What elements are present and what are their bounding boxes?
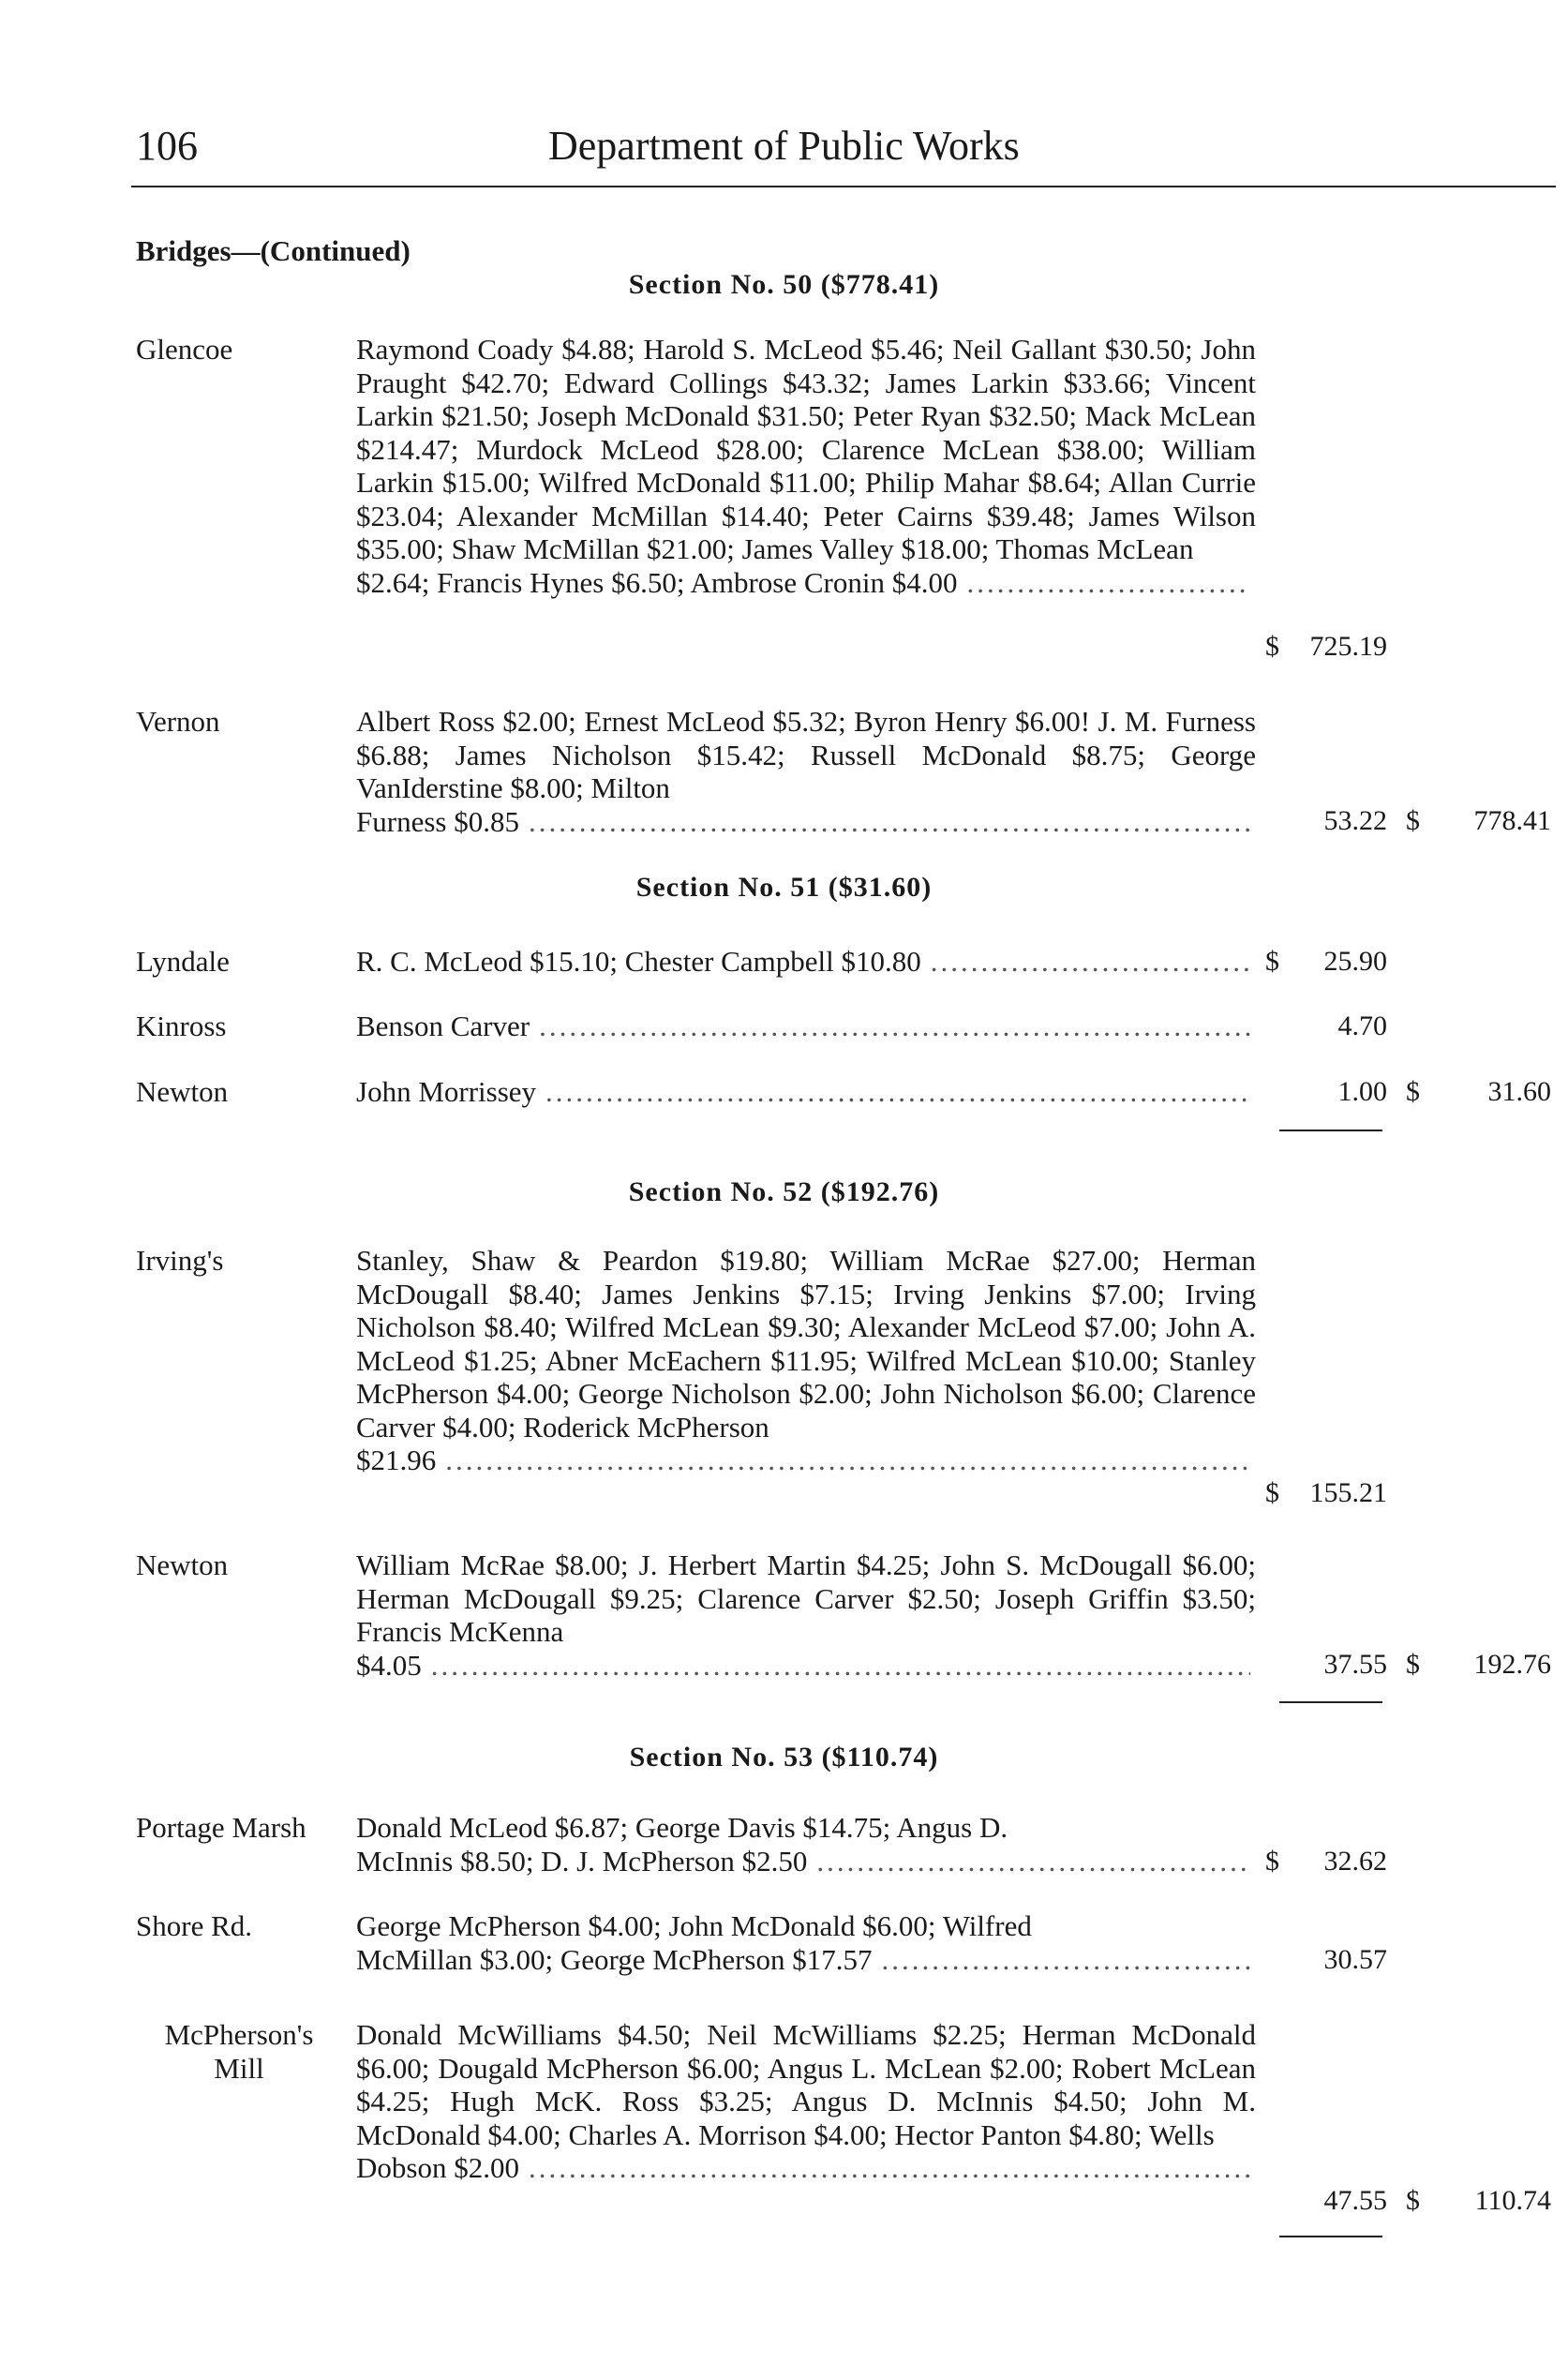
total-value: 192.76 bbox=[1473, 1649, 1551, 1680]
total-value: 778.41 bbox=[1473, 805, 1551, 836]
entry-glencoe bbox=[356, 333, 1256, 599]
leader-dots bbox=[931, 945, 1250, 979]
place-kinross: Kinross bbox=[136, 1010, 227, 1042]
amount-value: 32.62 bbox=[1323, 1846, 1387, 1877]
amount-lyndale bbox=[1265, 945, 1387, 979]
entry-last-line bbox=[356, 2151, 1256, 2185]
total-value: 110.74 bbox=[1474, 2185, 1551, 2216]
entry-text: Stanley, Shaw & Peardon $19.80; William McRae $27.00; Herman McDougall $8.40; James Jenkins $7.15; Irving Jenkins $7.00; Irving Nicholson $8.40; Wilfred McLean $9.30; Alexander McLeod $7.00; John A. McLeod $1.25; Abner McEachern $11.95; Wilfred McLean $10.00; Stanley McPherson $4.00; George Nicholson $2.00; John Nicholson $6.00; Clarence Carver $4.00; Roderick McPherson bbox=[356, 1244, 1256, 1444]
entry-text: William McRae $8.00; J. Herbert Martin $4.25; John S. McDougall $6.00; Herman McDougall $9.25; Clarence Carver $2.50; Joseph Griffin $3.50; Francis McKenna bbox=[356, 1549, 1256, 1648]
amount-value: 25.90 bbox=[1323, 946, 1387, 977]
entry-vernon bbox=[356, 705, 1256, 838]
place-newton-51: Newton bbox=[136, 1075, 229, 1108]
entry-last-text: McMillan $3.00; George McPherson $17.57 bbox=[356, 1942, 873, 1976]
amount-value: 155.21 bbox=[1309, 1477, 1387, 1508]
entry-last-line bbox=[356, 1075, 1256, 1109]
total-value: 31.60 bbox=[1487, 1076, 1551, 1107]
dollar-sign: $ bbox=[1265, 1846, 1279, 1877]
dollar-sign: $ bbox=[1265, 1477, 1279, 1508]
page-title: Department of Public Works bbox=[548, 123, 1020, 169]
dollar-sign: $ bbox=[1406, 2185, 1420, 2216]
place-irvings: Irving's bbox=[136, 1244, 224, 1277]
entry-shore-rd bbox=[356, 1909, 1256, 1976]
entry-last-line bbox=[356, 1649, 1256, 1683]
page-number: 106 bbox=[136, 123, 198, 169]
total-section-52 bbox=[1406, 1648, 1551, 1682]
entry-text: George McPherson $4.00; John McDonald $6.00; Wilfred bbox=[356, 1909, 1032, 1942]
amount-vernon: 53.22 bbox=[1323, 805, 1387, 836]
entry-last-text: Furness $0.85 bbox=[356, 804, 519, 838]
total-section-51 bbox=[1406, 1075, 1551, 1109]
amount-newton-52: 37.55 bbox=[1323, 1649, 1387, 1680]
entry-newton-51 bbox=[356, 1075, 1256, 1109]
amount-newton-51: 1.00 bbox=[1337, 1076, 1387, 1107]
entry-last-text: $4.05 bbox=[356, 1648, 422, 1682]
amount-irvings bbox=[1265, 1476, 1387, 1510]
place-newton-52: Newton bbox=[136, 1549, 229, 1581]
dollar-sign: $ bbox=[1265, 631, 1279, 662]
section-53-title: Section No. 53 ($110.74) bbox=[629, 1742, 939, 1773]
entry-last-text: McInnis $8.50; D. J. McPherson $2.50 bbox=[356, 1844, 808, 1878]
leader-dots bbox=[881, 1943, 1250, 1977]
header-rule bbox=[131, 186, 1556, 187]
leader-dots bbox=[431, 1649, 1250, 1683]
leader-dots bbox=[529, 2151, 1250, 2185]
amount-value: 725.19 bbox=[1309, 631, 1387, 662]
place-shore-rd: Shore Rd. bbox=[136, 1909, 252, 1942]
entry-last-line bbox=[356, 1845, 1256, 1878]
place-line: McPherson's bbox=[164, 2018, 314, 2051]
amount-kinross: 4.70 bbox=[1337, 1010, 1387, 1041]
entry-last-line bbox=[356, 566, 1256, 600]
total-section-50 bbox=[1406, 804, 1551, 838]
entry-newton-52 bbox=[356, 1549, 1256, 1682]
section-50-title: Section No. 50 ($778.41) bbox=[628, 269, 940, 300]
leader-dots bbox=[529, 805, 1250, 839]
entry-last-text: $2.64; Francis Hynes $6.50; Ambrose Cronin $4.00 bbox=[356, 565, 958, 599]
dollar-sign: $ bbox=[1406, 1076, 1420, 1107]
continued-label: Bridges—(Continued) bbox=[136, 234, 411, 267]
leader-dots bbox=[967, 566, 1251, 600]
total-section-53 bbox=[1406, 2184, 1551, 2218]
dollar-sign: $ bbox=[1265, 946, 1279, 977]
leader-dots bbox=[539, 1010, 1250, 1043]
section-52-title: Section No. 52 ($192.76) bbox=[628, 1176, 940, 1207]
entry-text: Donald McWilliams $4.50; Neil McWilliams $2.25; Herman McDonald $6.00; Dougald McPherson $6.00; Angus L. McLean $2.00; Robert McLean $4.25; Hugh McK. Ross $3.25; Angus D. McInnis $4.50; John M. McDonald $4.00; Charles A. Morrison $4.00; Hector Panton $4.80; Wells bbox=[356, 2018, 1256, 2151]
amount-mcphersons-mill: 47.55 bbox=[1323, 2185, 1387, 2216]
entry-last-text: Benson Carver bbox=[356, 1010, 530, 1042]
entry-last-line bbox=[356, 1444, 1256, 1477]
section-51-title: Section No. 51 ($31.60) bbox=[635, 872, 933, 903]
subtotal-rule bbox=[1279, 2236, 1382, 2237]
amount-shore-rd: 30.57 bbox=[1323, 1944, 1387, 1975]
entry-last-text: Dobson $2.00 bbox=[356, 2151, 519, 2184]
amount-glencoe bbox=[1265, 630, 1387, 664]
subtotal-rule bbox=[1279, 1130, 1382, 1131]
place-vernon: Vernon bbox=[136, 705, 220, 738]
dollar-sign: $ bbox=[1406, 805, 1420, 836]
entry-last-line bbox=[356, 945, 1256, 979]
entry-text: Albert Ross $2.00; Ernest McLeod $5.32; Byron Henry $6.00! J. M. Furness $6.88; James Nicholson $15.42; Russell McDonald $8.75; George VanIderstine $8.00; Milton bbox=[356, 705, 1256, 804]
subtotal-rule bbox=[1279, 1701, 1382, 1703]
entry-portage-marsh bbox=[356, 1811, 1256, 1878]
dollar-sign: $ bbox=[1406, 1649, 1420, 1680]
amount-portage-marsh bbox=[1265, 1845, 1387, 1878]
place-mcphersons-mill bbox=[136, 2018, 342, 2086]
leader-dots bbox=[545, 1075, 1250, 1109]
entry-text: Raymond Coady $4.88; Harold S. McLeod $5.46; Neil Gallant $30.50; John Praught $42.70; Edward Collings $43.32; James Larkin $33.66; Vincent Larkin $21.50; Joseph McDonald $31.50; Peter Ryan $32.50; Mack McLean $214.47; Murdock McLeod $28.00; Clarence McLean $38.00; William Larkin $15.00; Wilfred McDonald $11.00; Philip Mahar $8.64; Allan Currie $23.04; Alexander McMillan $14.40; Peter Cairns $39.48; James Wilson $35.00; Shaw McMillan $21.00; James Valley $18.00; Thomas McLean bbox=[356, 333, 1256, 565]
entry-last-line bbox=[356, 805, 1256, 839]
place-lyndale: Lyndale bbox=[136, 945, 230, 978]
entry-irvings bbox=[356, 1244, 1256, 1477]
entry-text: Donald McLeod $6.87; George Davis $14.75; Angus D. bbox=[356, 1811, 1008, 1844]
leader-dots bbox=[445, 1444, 1250, 1477]
place-glencoe: Glencoe bbox=[136, 333, 233, 366]
entry-last-text: R. C. McLeod $15.10; Chester Campbell $10.80 bbox=[356, 945, 921, 978]
entry-last-line bbox=[356, 1943, 1256, 1977]
entry-last-text: John Morrissey bbox=[356, 1075, 537, 1108]
entry-kinross bbox=[356, 1010, 1256, 1043]
entry-mcphersons-mill bbox=[356, 2018, 1256, 2185]
leader-dots bbox=[816, 1845, 1250, 1878]
entry-lyndale bbox=[356, 945, 1256, 979]
entry-last-line bbox=[356, 1010, 1256, 1043]
entry-last-text: $21.96 bbox=[356, 1444, 437, 1476]
place-portage-marsh: Portage Marsh bbox=[136, 1811, 306, 1844]
place-line: Mill bbox=[214, 2052, 264, 2085]
